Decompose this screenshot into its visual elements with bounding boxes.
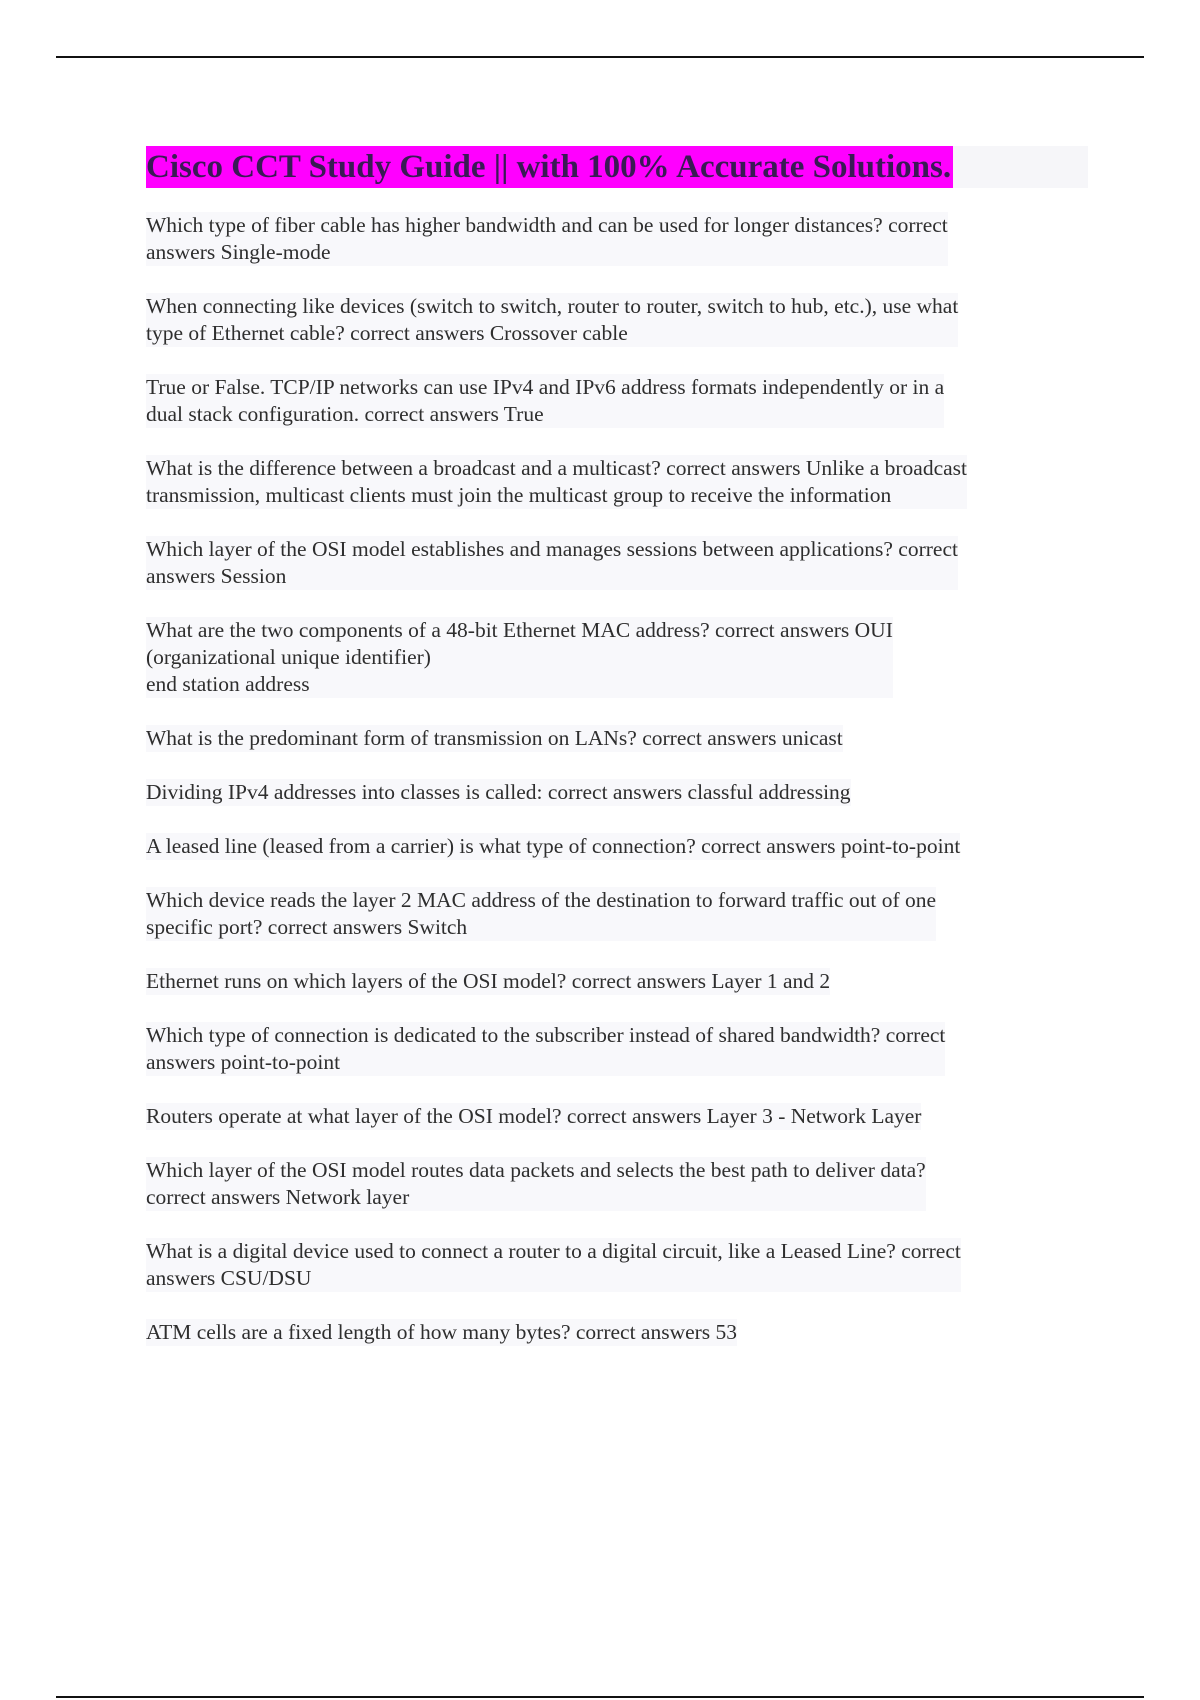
qa-line: Ethernet runs on which layers of the OSI model? correct answers Layer 1 and 2	[146, 969, 831, 993]
qa-line: ATM cells are a fixed length of how many bytes? correct answers 53	[146, 1320, 738, 1344]
qa-line: What is the difference between a broadcast and a multicast? correct answers Unlike a broadcast	[146, 456, 968, 480]
qa-item	[146, 536, 958, 590]
qa-item	[146, 617, 893, 698]
qa-list	[146, 212, 1088, 1346]
qa-item	[146, 968, 830, 995]
qa-line: Dividing IPv4 addresses into classes is called: correct answers classful addressing	[146, 780, 851, 804]
qa-line: What are the two components of a 48-bit Ethernet MAC address? correct answers OUI	[146, 618, 893, 642]
qa-line: answers Single-mode	[146, 240, 331, 264]
qa-line: transmission, multicast clients must join the multicast group to receive the information	[146, 483, 892, 507]
qa-item	[146, 1022, 945, 1076]
bottom-rule	[56, 1696, 1144, 1698]
top-rule	[56, 56, 1144, 58]
qa-line: Which type of fiber cable has higher bandwidth and can be used for longer distances? correct	[146, 213, 948, 237]
qa-item	[146, 725, 843, 752]
qa-item	[146, 1238, 961, 1292]
qa-line: correct answers Network layer	[146, 1185, 410, 1209]
qa-item	[146, 887, 936, 941]
document-body	[146, 146, 1088, 1373]
qa-line: What is the predominant form of transmission on LANs? correct answers unicast	[146, 726, 843, 750]
qa-line: type of Ethernet cable? correct answers Crossover cable	[146, 321, 628, 345]
qa-line: Routers operate at what layer of the OSI model? correct answers Layer 3 - Network Layer	[146, 1104, 922, 1128]
qa-line: What is a digital device used to connect a router to a digital circuit, like a Leased Line? correct	[146, 1239, 961, 1263]
document-title: Cisco CCT Study Guide || with 100% Accurate Solutions.	[146, 146, 953, 188]
qa-line: end station address	[146, 672, 310, 696]
qa-line: When connecting like devices (switch to switch, router to router, switch to hub, etc.), use what	[146, 294, 959, 318]
qa-item	[146, 293, 958, 347]
qa-item	[146, 455, 967, 509]
qa-line: Which device reads the layer 2 MAC address of the destination to forward traffic out of one	[146, 888, 937, 912]
qa-item	[146, 212, 948, 266]
qa-item	[146, 374, 944, 428]
qa-line: True or False. TCP/IP networks can use IPv4 and IPv6 address formats independently or in a	[146, 375, 945, 399]
title-bar	[146, 146, 1088, 188]
qa-line: answers Session	[146, 564, 287, 588]
qa-line: (organizational unique identifier)	[146, 645, 431, 669]
qa-line: dual stack configuration. correct answers True	[146, 402, 544, 426]
qa-item	[146, 1319, 737, 1346]
qa-item	[146, 779, 851, 806]
qa-line: Which layer of the OSI model routes data packets and selects the best path to deliver data?	[146, 1158, 926, 1182]
qa-line: specific port? correct answers Switch	[146, 915, 468, 939]
qa-item	[146, 1103, 921, 1130]
qa-item	[146, 833, 960, 860]
qa-line: answers point-to-point	[146, 1050, 341, 1074]
qa-line: A leased line (leased from a carrier) is what type of connection? correct answers point-to-point	[146, 834, 961, 858]
qa-item	[146, 1157, 926, 1211]
qa-line: Which layer of the OSI model establishes and manages sessions between applications? correct	[146, 537, 958, 561]
qa-line: Which type of connection is dedicated to the subscriber instead of shared bandwidth? correct	[146, 1023, 946, 1047]
qa-line: answers CSU/DSU	[146, 1266, 312, 1290]
